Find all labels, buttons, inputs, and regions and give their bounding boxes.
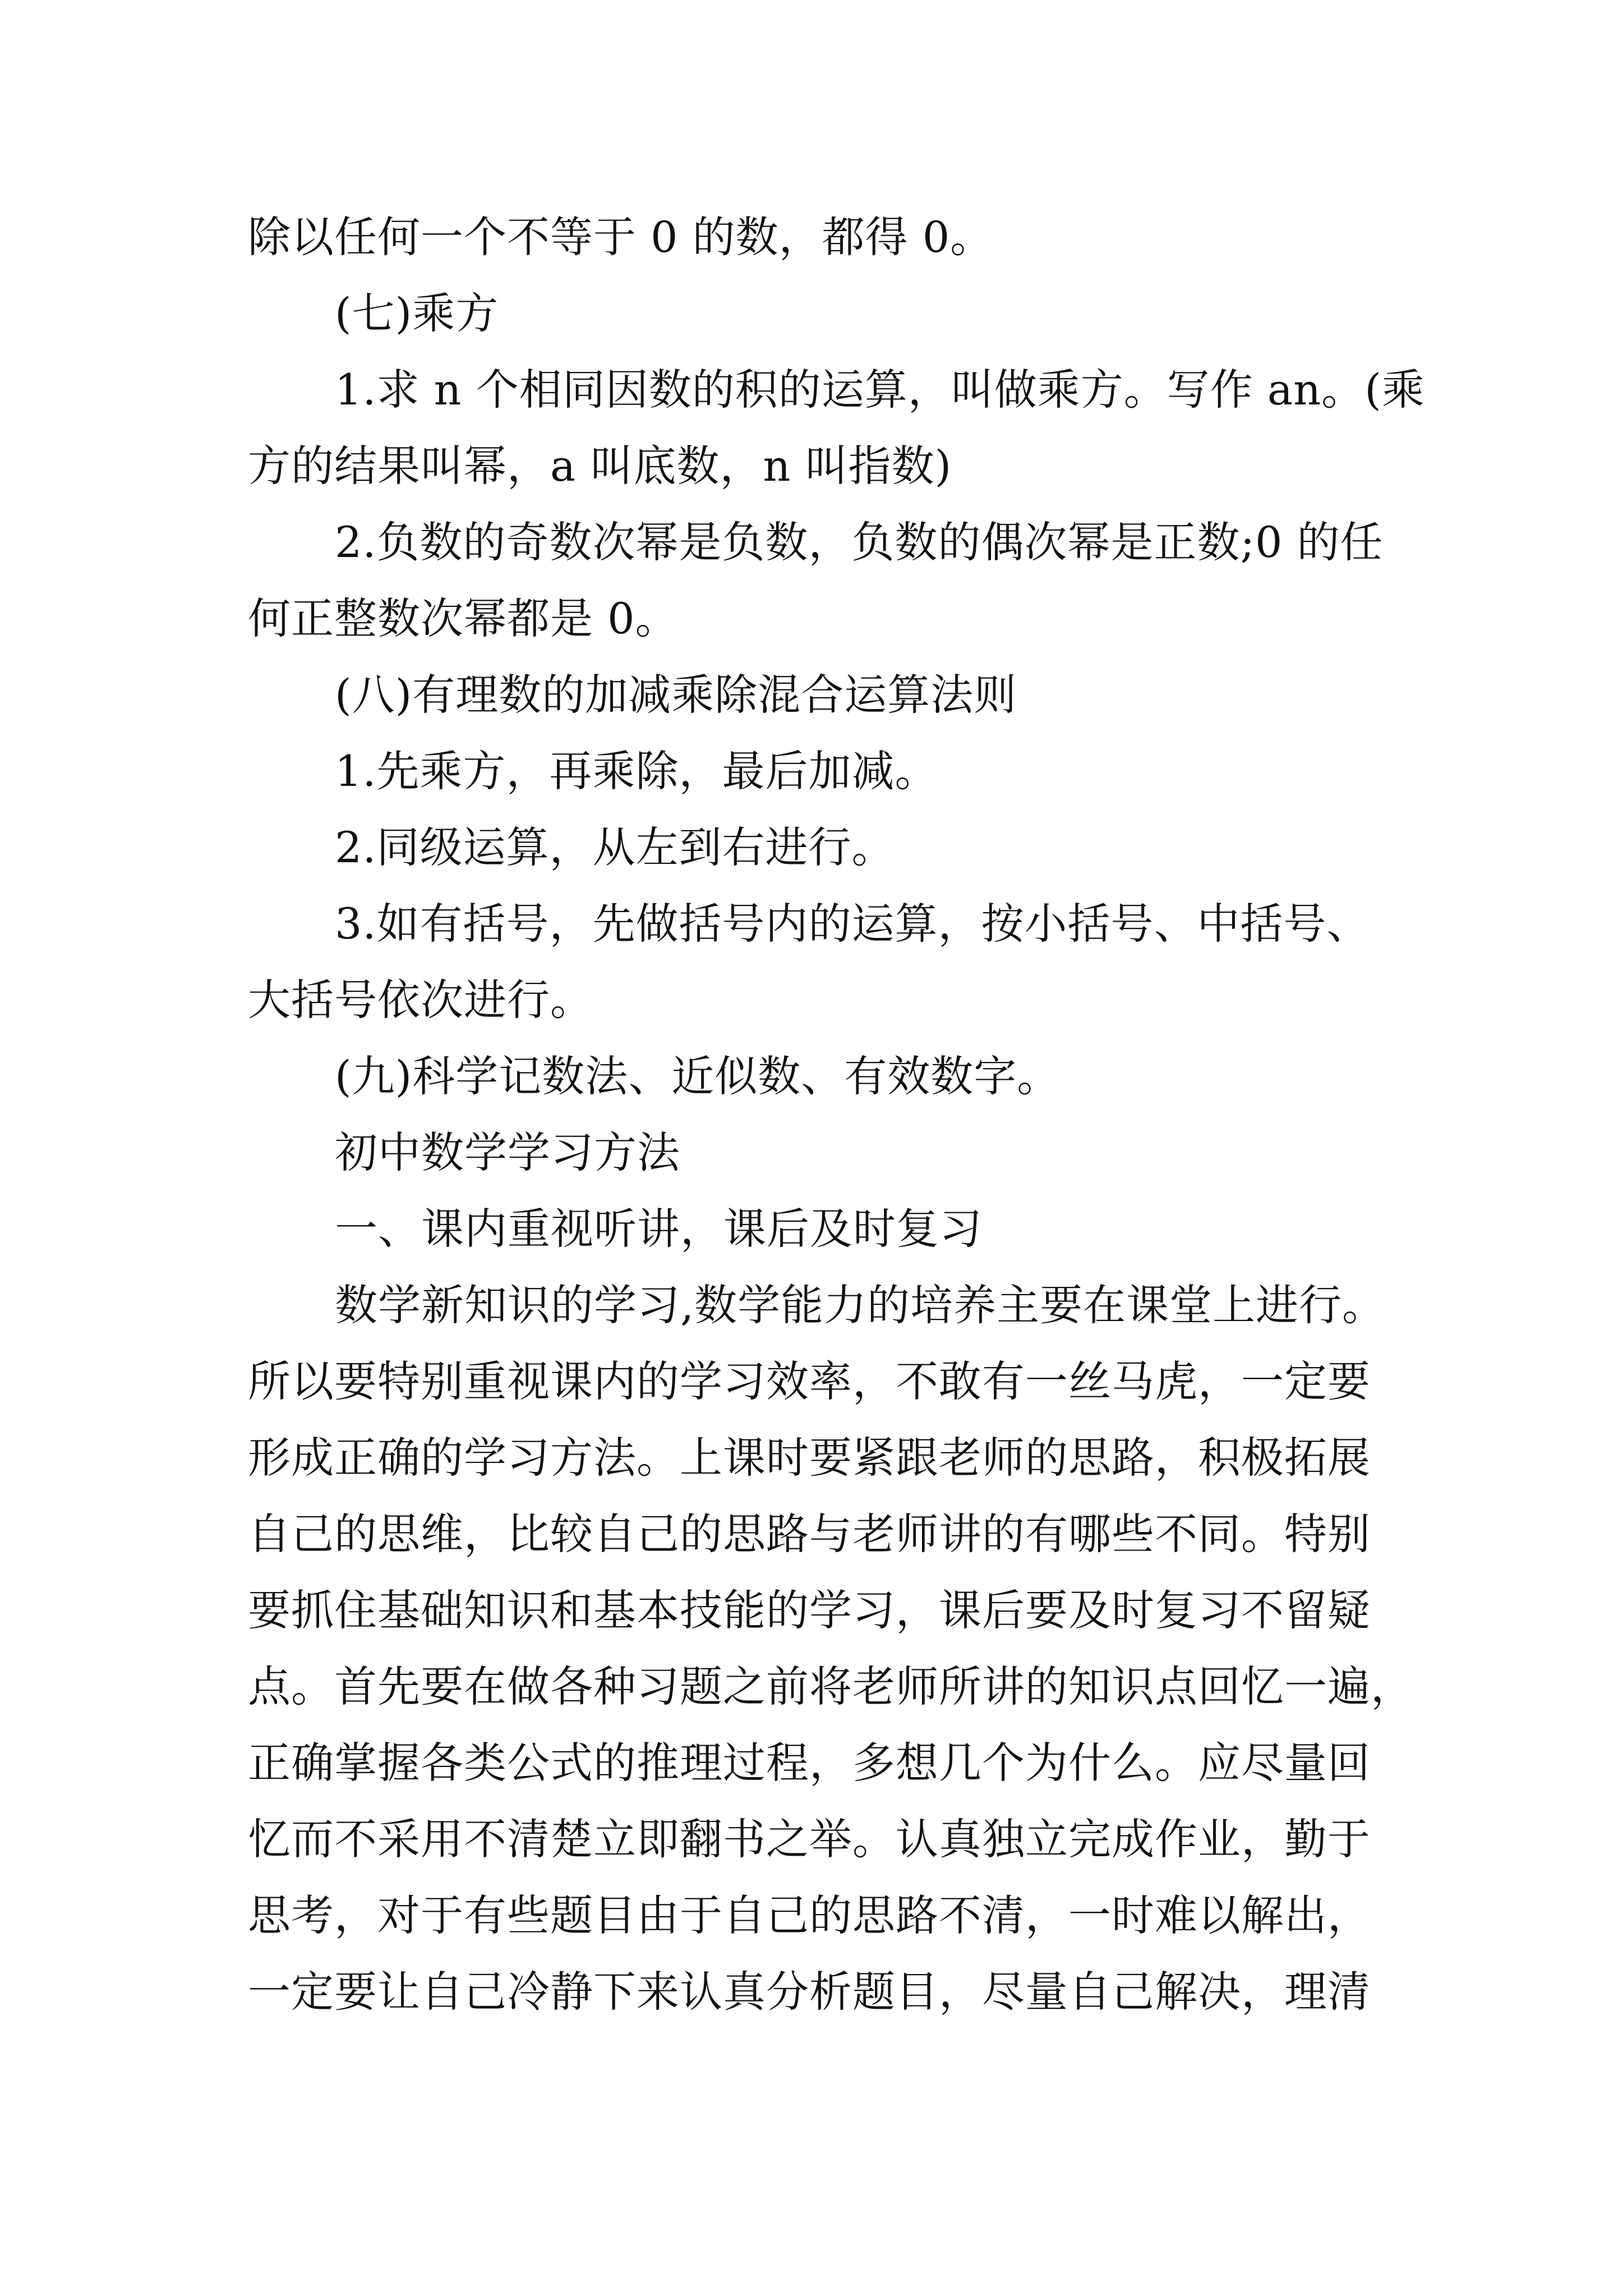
text-line-9: 2.同级运算，从左到右进行。 xyxy=(335,822,895,872)
text-line-6: 何正整数次幂都是 0。 xyxy=(248,593,679,643)
paragraph-line-1: 数学新知识的学习,数学能力的培养主要在课堂上进行。 xyxy=(335,1280,1386,1330)
paragraph-line-4: 自己的思维，比较自己的思路与老师讲的有哪些不同。特别 xyxy=(248,1509,1371,1559)
text-line-3: 1.求 n 个相同因数的积的运算，叫做乘方。写作 an。(乘 xyxy=(335,365,1425,415)
paragraph-line-8: 忆而不采用不清楚立即翻书之举。认真独立完成作业，勤于 xyxy=(248,1814,1371,1864)
section-heading-8: (八)有理数的加减乘除混合运算法则 xyxy=(335,670,1017,720)
section-heading-9: (九)科学记数法、近似数、有效数字。 xyxy=(335,1051,1061,1101)
text-line-5: 2.负数的奇数次幂是负数，负数的偶次幂是正数;0 的任 xyxy=(335,517,1384,567)
article-heading: 初中数学学习方法 xyxy=(335,1128,680,1177)
paragraph-line-2: 所以要特别重视课内的学习效率，不敢有一丝马虎，一定要 xyxy=(248,1356,1371,1406)
paragraph-line-6: 点。首先要在做各种习题之前将老师所讲的知识点回忆一遍， xyxy=(248,1662,1414,1711)
section-heading-7: (七)乘方 xyxy=(335,288,499,338)
subsection-heading-1: 一、课内重视听讲，课后及时复习 xyxy=(335,1204,983,1254)
paragraph-line-9: 思考，对于有些题目由于自己的思路不清，一时难以解出， xyxy=(248,1890,1371,1940)
paragraph-line-10: 一定要让自己冷静下来认真分析题目，尽量自己解决，理清 xyxy=(248,1967,1371,2017)
text-line-10: 3.如有括号，先做括号内的运算，按小括号、中括号、 xyxy=(335,899,1370,949)
paragraph-line-7: 正确掌握各类公式的推理过程，多想几个为什么。应尽量回 xyxy=(248,1738,1371,1788)
document-body xyxy=(248,199,1425,2030)
text-line-8: 1.先乘方，再乘除，最后加减。 xyxy=(335,746,938,796)
paragraph-line-5: 要抓住基础知识和基本技能的学习，课后要及时复习不留疑 xyxy=(248,1585,1371,1635)
text-line-1: 除以任何一个不等于 0 的数，都得 0。 xyxy=(248,212,994,262)
text-line-4: 方的结果叫幂，a 叫底数，n 叫指数) xyxy=(248,441,952,491)
text-line-11: 大括号依次进行。 xyxy=(248,975,593,1025)
paragraph-line-3: 形成正确的学习方法。上课时要紧跟老师的思路，积极拓展 xyxy=(248,1433,1371,1483)
